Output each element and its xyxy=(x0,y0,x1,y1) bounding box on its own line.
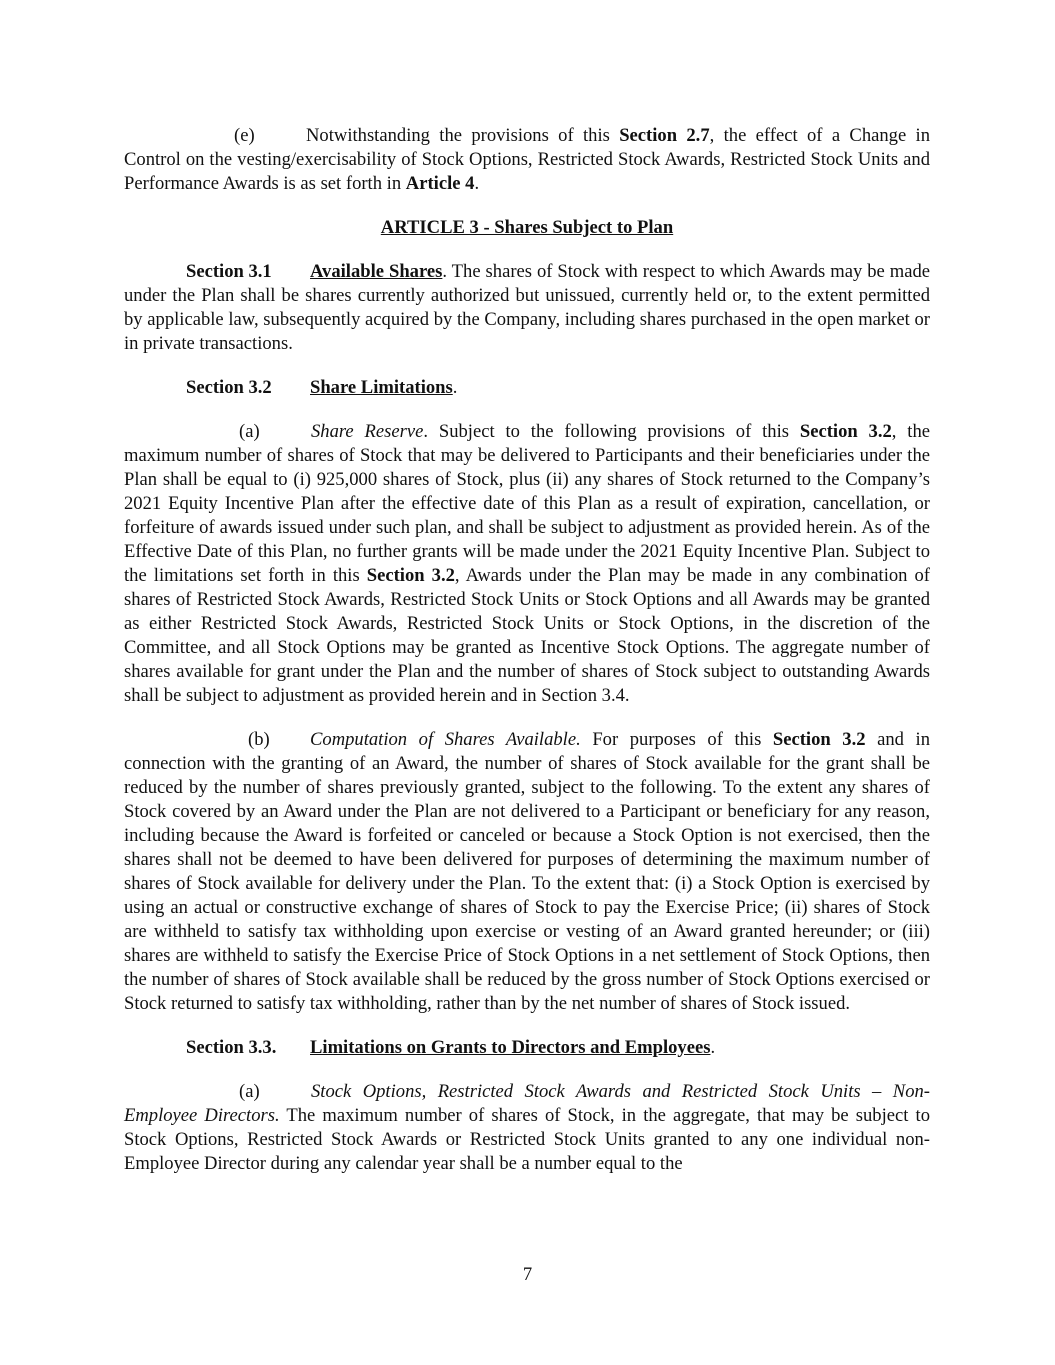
section-3-2-heading: Section 3.2 Share Limitations. xyxy=(186,377,458,398)
document-page xyxy=(124,124,930,1196)
paragraph-title: Stock Options, Restricted Stock Awards and Restricted Stock Units – Non-Employee Directors. xyxy=(124,1081,930,1126)
paragraph-marker: (a) xyxy=(239,1081,260,1102)
section-title: Share Limitations xyxy=(310,377,453,398)
section-reference: Section 3.2 xyxy=(366,565,455,586)
article-reference: Article 4 xyxy=(405,173,475,194)
section-title: Available Shares xyxy=(310,261,443,282)
section-reference: Section 3.2 xyxy=(799,421,892,442)
section-number: Section 3.2 xyxy=(186,377,272,398)
paragraph-3-2-a: (a) Share Reserve. Subject to the following provisions of this Section 3.2, the maximum number of shares of Stock that may be delivered to Participants and their beneficiaries under the Plan shall be equal to (i) 925,000 shares of Stock, plus (ii) any shares of Stock returned to the Company’s 2021 Equity Incentive Plan after the effective date of this Plan as a result of expiration, cancellation, or forfeiture of awards issued under such plan, and shall be subject to adjustment as provided herein. As of the Effective Date of this Plan, no further grants will be made under the 2021 Equity Incentive Plan. Subject to the limitations set forth in this Section 3.2, Awards under the Plan may be made in any combination of shares of Restricted Stock Awards, Restricted Stock Units or Stock Options and all Awards may be granted as either Restricted Stock Awards, Restricted Stock Units or Stock Options, in the discretion of the Committee, and all Stock Options may be granted as Incentive Stock Options. The aggregate number of shares available for grant under the Plan and the number of shares of Stock subject to outstanding Awards shall be subject to adjustment as provided herein and in Section 3.4. xyxy=(124,421,931,706)
section-reference: Section 3.2 xyxy=(772,729,866,750)
paragraph-3-3-a: (a) Stock Options, Restricted Stock Awards and Restricted Stock Units – Non-Employee Directors. The maximum number of shares of Stock, in the aggregate, that may be subject to Stock Options, Restricted Stock Awards or Restricted Stock Units granted to any one individual non-Employee Director during any calendar year shall be a number equal to the xyxy=(124,1081,930,1174)
paragraph-3-2-b: (b) Computation of Shares Available. For purposes of this Section 3.2 and in connection with the granting of an Award, the number of shares of Stock available for the grant shall be reduced by the number of shares previously granted, subject to the following. To the extent any shares of Stock covered by an Award under the Plan are not delivered to a Participant or beneficiary for any reason, including because the Award is forfeited or canceled or because a Stock Option is not exercised, then the shares shall not be deemed to have been delivered for purposes of determining the maximum number of shares of Stock available for delivery under the Plan. To the extent that: (i) a Stock Option is exercised by using an actual or constructive exchange of shares of Stock to pay the Exercise Price; (ii) shares of Stock are withheld to satisfy tax withholding upon exercise or vesting of an Award granted hereunder; or (iii) shares are withheld to satisfy the Exercise Price of Stock Options in a net settlement of Stock Options, then the number of shares of Stock available shall be reduced by the gross number of Stock Options exercised or Stock returned to satisfy tax withholding, rather than by the net number of shares of Stock issued. xyxy=(124,729,930,1014)
section-number: Section 3.1 xyxy=(186,261,272,282)
section-number: Section 3.3. xyxy=(186,1037,277,1058)
paragraph-marker: (b) xyxy=(248,729,270,750)
paragraph-marker: (a) xyxy=(239,421,260,442)
paragraph-title: Computation of Shares Available. xyxy=(310,729,581,750)
section-3-1: Section 3.1 Available Shares. The shares of Stock with respect to which Awards may be made under the Plan shall be shares currently authorized but unissued, currently held or, to the extent permitted by applicable law, subsequently acquired by the Company, including shares purchased in the open market or in private transactions. xyxy=(124,261,931,354)
paragraph-e: (e) Notwithstanding the provisions of this Section 2.7, the effect of a Change in Control on the vesting/exercisability of Stock Options, Restricted Stock Awards, Restricted Stock Units and Performance Awards is as set forth in Article 4. xyxy=(124,125,931,194)
paragraph-marker: (e) xyxy=(234,125,255,146)
section-title: Limitations on Grants to Directors and Employees xyxy=(310,1037,711,1058)
section-3-3-heading: Section 3.3. Limitations on Grants to Directors and Employees. xyxy=(186,1037,716,1058)
section-reference: Section 2.7 xyxy=(619,125,710,146)
article-heading: ARTICLE 3 - Shares Subject to Plan xyxy=(380,217,674,238)
paragraph-title: Share Reserve xyxy=(311,421,424,442)
page-number: 7 xyxy=(522,1264,533,1285)
